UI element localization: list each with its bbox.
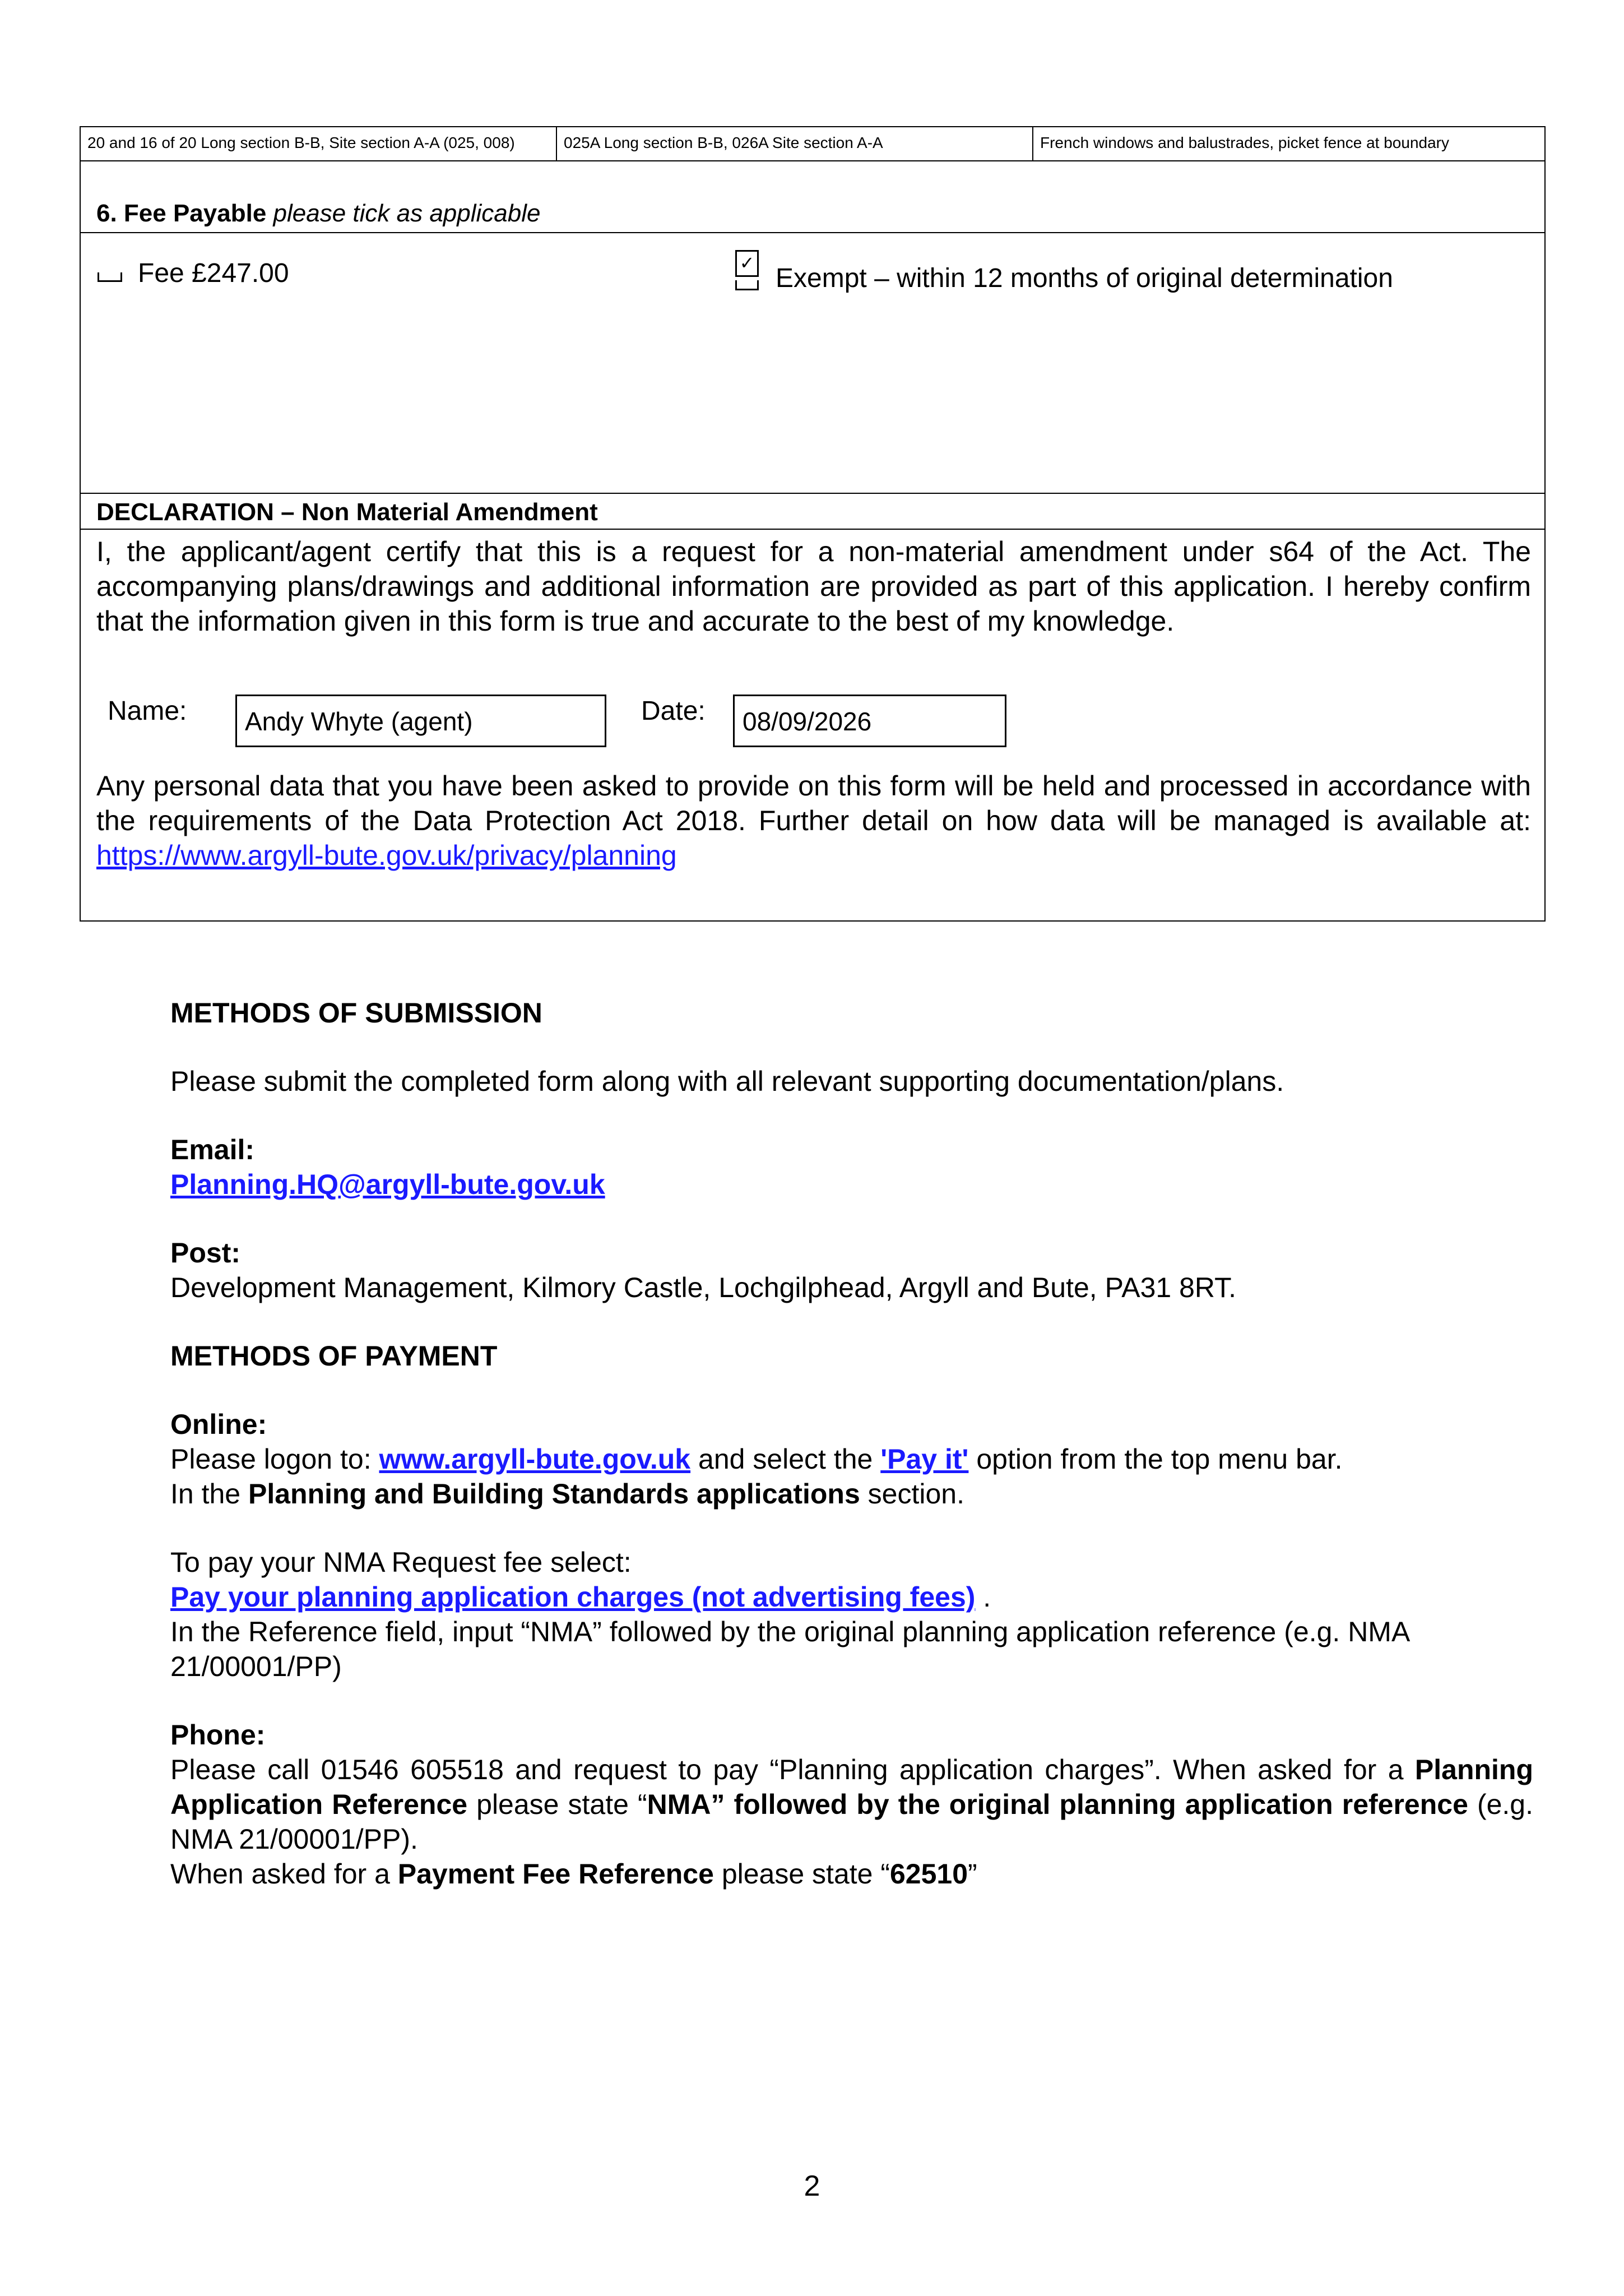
- exempt-option-label: Exempt – within 12 months of original determination: [776, 263, 1393, 293]
- submission-heading: METHODS OF SUBMISSION: [170, 997, 542, 1029]
- post-address: Development Management, Kilmory Castle, Lochgilphead, Argyll and Bute, PA31 8RT.: [170, 1272, 1236, 1303]
- fee-option-label: Fee £247.00: [138, 258, 289, 288]
- exempt-option[interactable]: [735, 250, 1393, 294]
- declaration-text: I, the applicant/agent certify that this is a request for a non-material amendment under s64 of the Act. The accompanying plans/drawings and additional information are provided as part of this application. I hereby confirm that the information given in this form is true and accurate to the best of my knowledge.: [96, 536, 1531, 637]
- reference-instructions-line2: 21/00001/PP): [170, 1651, 342, 1682]
- date-label: Date:: [641, 696, 706, 726]
- drawings-table-row: [80, 126, 1546, 161]
- pay-it-link[interactable]: 'Pay it': [880, 1443, 969, 1475]
- online-section-line: In the Planning and Building Standards applications section.: [170, 1478, 964, 1510]
- page-number: 2: [804, 2170, 820, 2202]
- drawings-original-cell: 20 and 16 of 20 Long section B-B, Site section A-A (025, 008): [81, 127, 557, 160]
- pay-planning-charges-link[interactable]: Pay your planning application charges (not advertising fees): [170, 1581, 976, 1613]
- checkmark-icon: ✓: [735, 250, 759, 277]
- date-field[interactable]: 08/09/2026: [733, 695, 1006, 747]
- declaration-heading: DECLARATION – Non Material Amendment: [96, 498, 598, 526]
- fee-heading: 6. Fee Payable please tick as applicable: [96, 200, 541, 227]
- payment-fee-reference: When asked for a Payment Fee Reference please state “62510”: [170, 1858, 977, 1890]
- name-label: Name:: [108, 696, 187, 726]
- drawings-description-cell: French windows and balustrades, picket fence at boundary: [1040, 134, 1449, 151]
- fee-header: [81, 161, 1544, 233]
- exempt-checkbox[interactable]: [735, 250, 759, 290]
- fee-payable-section: [80, 160, 1546, 494]
- phone-label: Phone:: [170, 1719, 266, 1751]
- declaration-header: [81, 494, 1544, 530]
- online-label: Online:: [170, 1409, 267, 1440]
- fee-option[interactable]: [98, 258, 289, 289]
- declaration-section: [80, 493, 1546, 922]
- email-link[interactable]: Planning.HQ@argyll-bute.gov.uk: [170, 1169, 605, 1200]
- privacy-notice: Any personal data that you have been asked to provide on this form will be held and processed in accordance with the requirements of the Data Protection Act 2018. Further detail on how data will be managed is available at: https://www.argyll-bute.gov.uk/privacy/planning: [96, 770, 1531, 871]
- post-label: Post:: [170, 1237, 240, 1269]
- phone-instructions: Please call 01546 605518 and request to pay “Planning application charges”. When asked for a Planning Application Reference please state “NMA” followed by the original planning application reference (e.g. NMA 21/00001/PP).: [170, 1754, 1534, 1855]
- drawings-amended-cell: 025A Long section B-B, 026A Site section A-A: [557, 127, 1033, 160]
- email-label: Email:: [170, 1134, 255, 1165]
- nma-fee-intro: To pay your NMA Request fee select:: [170, 1547, 632, 1578]
- payment-heading: METHODS OF PAYMENT: [170, 1340, 498, 1372]
- reference-instructions-line1: In the Reference field, input “NMA” followed by the original planning application reference (e.g. NMA: [170, 1616, 1410, 1647]
- fee-checkbox[interactable]: [98, 272, 122, 282]
- name-field[interactable]: Andy Whyte (agent): [235, 695, 606, 747]
- council-website-link[interactable]: www.argyll-bute.gov.uk: [379, 1443, 691, 1475]
- submission-intro: Please submit the completed form along with all relevant supporting documentation/plans.: [170, 1066, 1284, 1097]
- online-instructions: Please logon to: www.argyll-bute.gov.uk and select the 'Pay it' option from the top menu bar.: [170, 1443, 1343, 1475]
- privacy-link[interactable]: https://www.argyll-bute.gov.uk/privacy/planning: [96, 840, 677, 871]
